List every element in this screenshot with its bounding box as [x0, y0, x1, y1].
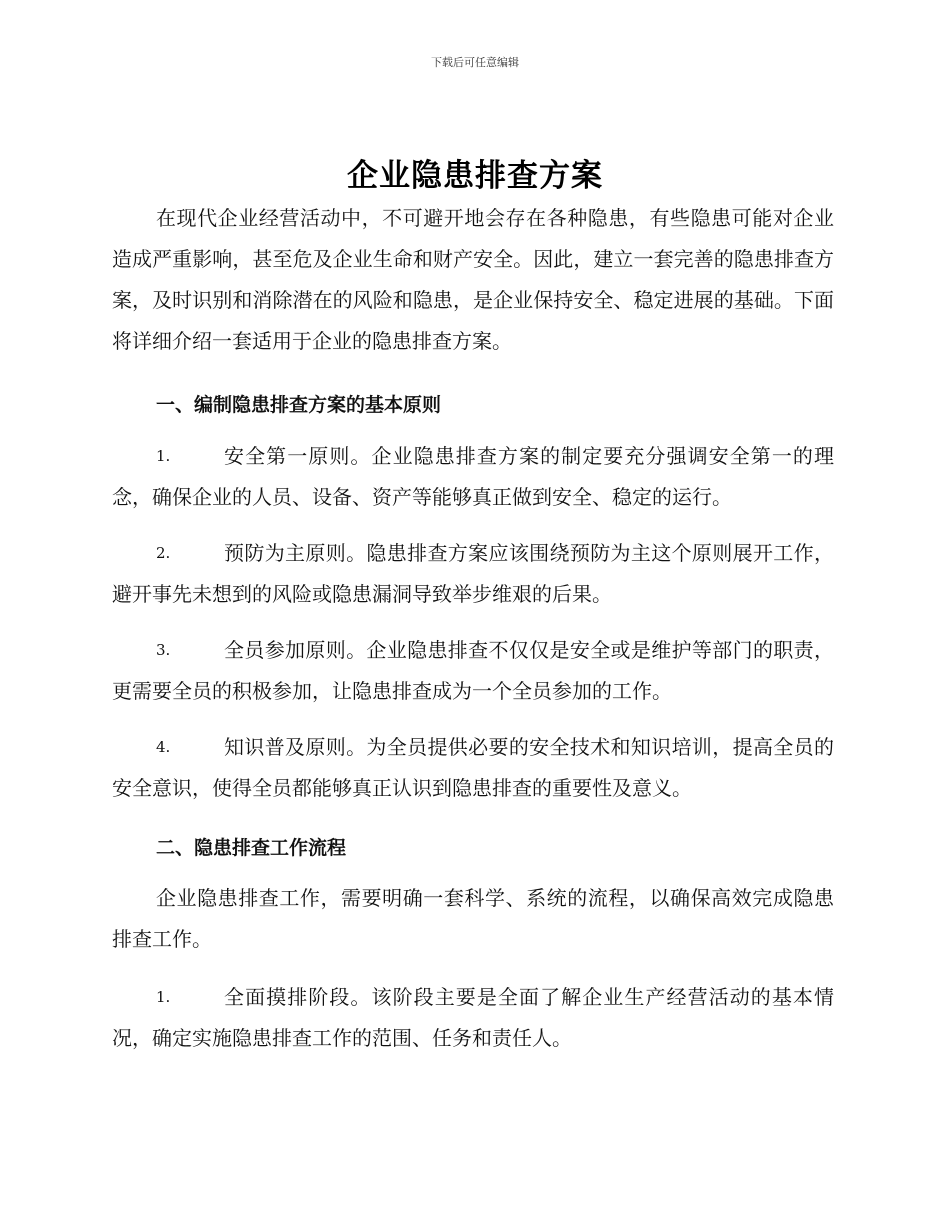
list-number: 4. [156, 738, 171, 756]
intro-paragraph: 在现代企业经营活动中，不可避开地会存在各种隐患，有些隐患可能对企业造成严重影响，甚至危及企业生命和财产安全。因此，建立一套完善的隐患排查方案，及时识别和消除潜在的风险和隐患，是企业保持安全、稳定进展的基础。下面将详细介绍一套适用于企业的隐患排查方案。 [112, 206, 834, 353]
page-header: 下载后可任意编辑 [431, 56, 519, 69]
list-item-text: 预防为主原则。隐患排查方案应该围绕预防为主这个原则展开工作，避开事先未想到的风险或隐患漏洞导致举步维艰的后果。 [112, 541, 834, 606]
section-heading-workflow: 二、隐患排查工作流程 [156, 837, 347, 859]
list-item [112, 630, 834, 712]
list-item [112, 533, 834, 615]
list-number: 2. [156, 544, 171, 562]
list-item [112, 977, 834, 1059]
list-item-text: 安全第一原则。企业隐患排查方案的制定要充分强调安全第一的理念，确保企业的人员、设备、资产等能够真正做到安全、稳定的运行。 [112, 444, 834, 509]
list-number: 1. [156, 988, 171, 1006]
workflow-intro-paragraph: 企业隐患排查工作，需要明确一套科学、系统的流程，以确保高效完成隐患排查工作。 [112, 886, 834, 951]
list-item-text: 全面摸排阶段。该阶段主要是全面了解企业生产经营活动的基本情况，确定实施隐患排查工作的范围、任务和责任人。 [112, 985, 834, 1050]
list-item [112, 727, 834, 809]
list-item [112, 436, 834, 518]
list-number: 1. [156, 447, 171, 465]
section-heading-principles: 一、编制隐患排查方案的基本原则 [156, 394, 442, 416]
list-number: 3. [156, 641, 171, 659]
list-item-text: 知识普及原则。为全员提供必要的安全技术和知识培训，提高全员的安全意识，使得全员都能够真正认识到隐患排查的重要性及意义。 [112, 735, 834, 800]
list-item-text: 全员参加原则。企业隐患排查不仅仅是安全或是维护等部门的职责，更需要全员的积极参加，让隐患排查成为一个全员参加的工作。 [112, 638, 834, 703]
document-title: 企业隐患排查方案 [347, 158, 603, 194]
